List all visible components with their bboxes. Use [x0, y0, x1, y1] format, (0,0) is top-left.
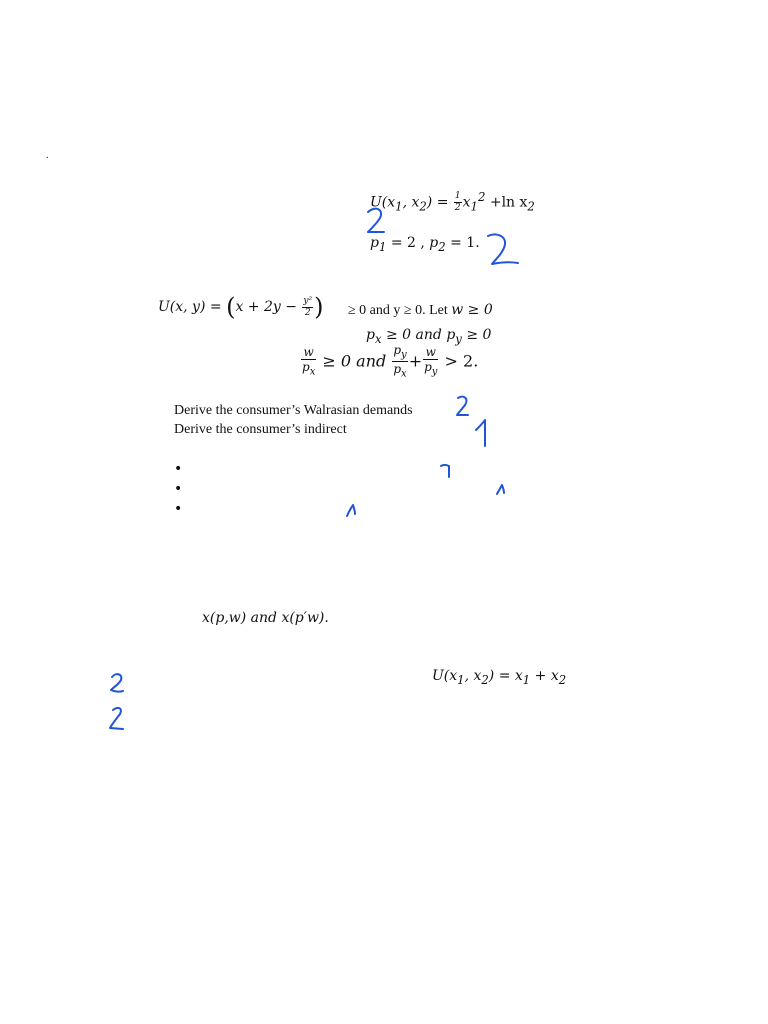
ink-mark-1	[476, 420, 485, 446]
fraction-w-over-px: $\frac{w}{p_x}$	[302, 345, 316, 378]
fraction-py-over-px: $\frac{p_y}{p_x}$	[393, 343, 407, 380]
ink-mark-tick	[441, 465, 449, 477]
utility-function-3: $U(x_1$, $x_2) = x_1 + x_2$	[432, 668, 567, 687]
bullet-item: •	[174, 501, 183, 517]
fraction-y-squared-half: $\frac{\text{y²}}{2}$	[303, 295, 313, 318]
stray-dot: .	[46, 150, 49, 161]
utility-function-2: U(x, y) = (x + 2y − $\frac{\text{y²}}{2}$ )	[158, 293, 324, 321]
ink-mark-2-left	[111, 674, 123, 691]
ink-mark-caret-2	[347, 505, 355, 516]
fraction-one-half: $\frac{1}{2}$	[454, 191, 461, 214]
demand-comparison: x(p,w) and x(p′w).	[202, 610, 329, 626]
ink-mark-2	[368, 209, 384, 232]
ink-mark-caret	[497, 485, 504, 494]
price-values: $p_1 = 2$ , $p_2 = 1$.	[370, 235, 480, 254]
question-walrasian-demands: Derive the consumer’s Walrasian demands	[174, 403, 413, 418]
ink-mark-2-small	[457, 397, 468, 415]
fraction-w-over-py: $\frac{w}{p_y}$	[424, 345, 438, 378]
nonnegativity-constraint: ≥ 0 and y ≥ 0. Let w ≥ 0	[348, 302, 493, 318]
bullet-item: •	[174, 461, 183, 477]
ink-mark-2-left-2	[110, 708, 123, 729]
bullet-item: •	[174, 481, 183, 497]
price-condition: $p_x \ge 0$ and $p_y \ge 0$	[366, 327, 492, 346]
question-indirect-utility: Derive the consumer’s indirect	[174, 422, 347, 437]
ink-mark-2-large	[488, 234, 518, 264]
income-condition: $\frac{w}{p_x}$ ≥ 0 and $\frac{p_y}{p_x}$ + $\frac{w}{p_y}$ > 2.	[302, 343, 479, 380]
utility-function-1: $U(x_1$, $x_2$) = $\frac{1}{2}$ $x_1^2 +\ln$ $x_2$	[370, 190, 535, 214]
